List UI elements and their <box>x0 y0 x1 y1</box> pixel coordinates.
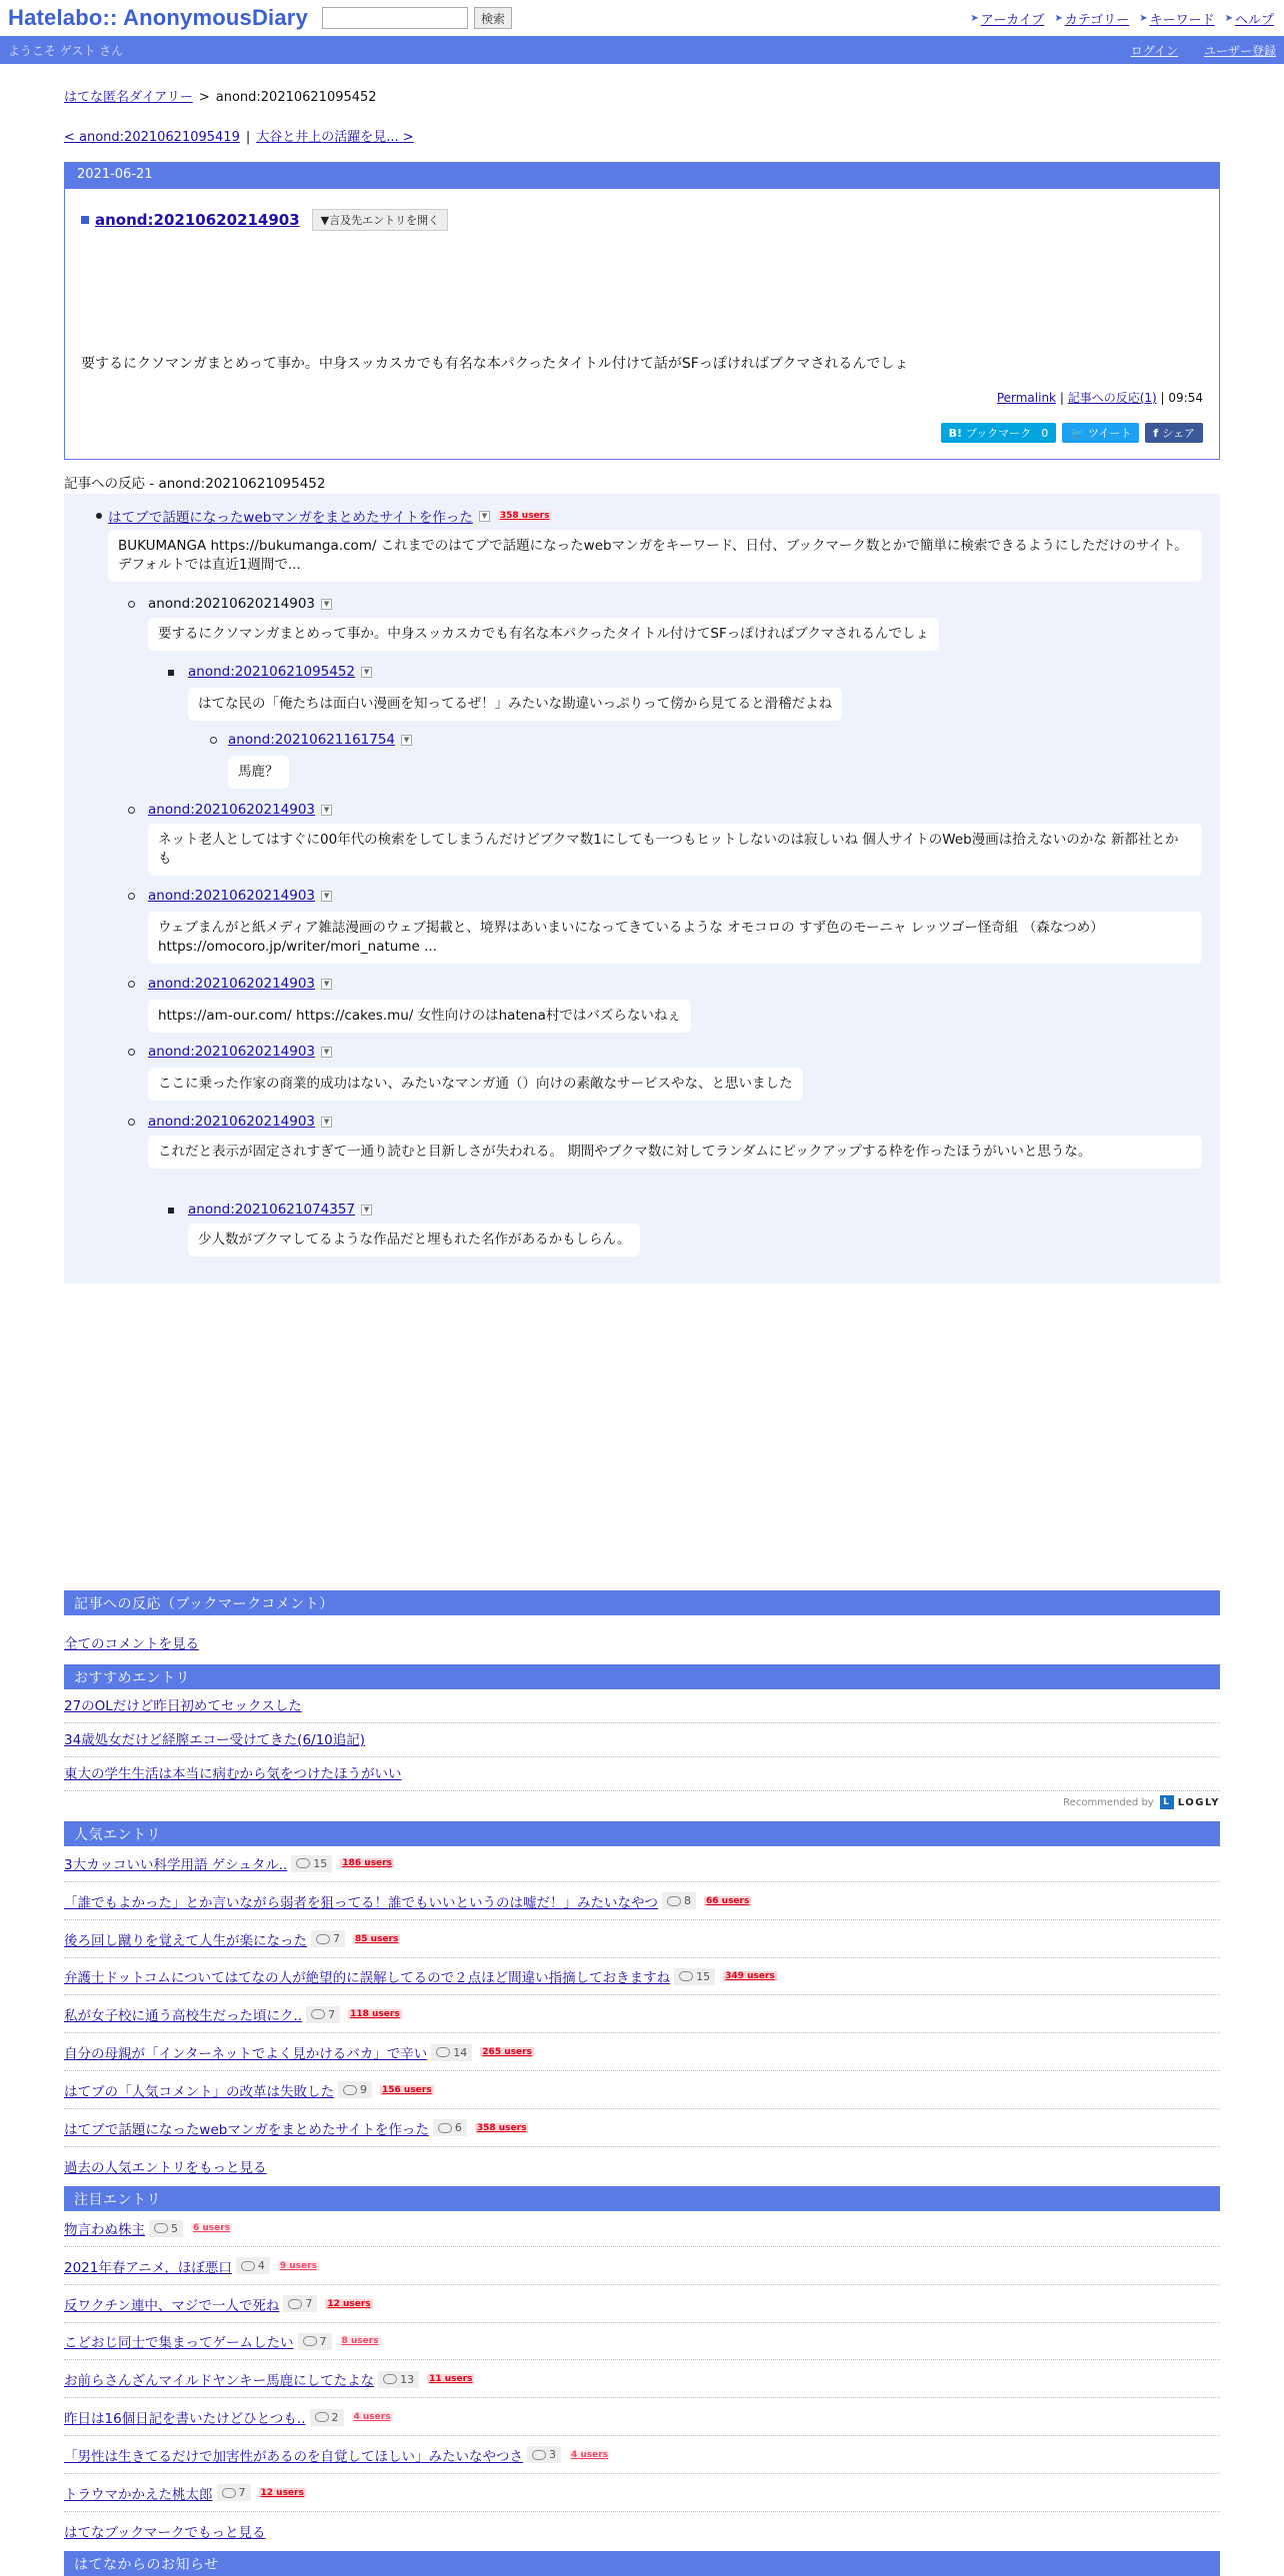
entry-link[interactable]: 物言わぬ株主 <box>64 2222 145 2238</box>
logly-logo[interactable] <box>1160 1795 1220 1809</box>
comment-bubble-icon <box>311 2009 325 2019</box>
comment-count-value: 7 <box>238 2486 246 2500</box>
logly-text: LOGLY <box>1177 1796 1220 1808</box>
arrow-icon: ➤ <box>970 13 979 24</box>
reactions-tree <box>64 494 1220 1284</box>
entry-row <box>64 2323 1220 2360</box>
prev-entry-link[interactable]: < anond:20210621095419 <box>64 130 240 145</box>
square-bullet <box>168 670 174 676</box>
comment-bubble-icon <box>315 2412 329 2422</box>
entry-row <box>64 1845 1220 1882</box>
comment-count-value: 14 <box>453 2045 468 2059</box>
breadcrumb-current: anond:20210621095452 <box>215 90 377 105</box>
breadcrumb-root[interactable]: はてな匿名ダイアリー <box>64 90 193 105</box>
welcome-text: ようこそ ゲスト さん <box>8 43 124 58</box>
comment-count-value: 3 <box>549 2448 556 2462</box>
popular-heading: 人気エントリ <box>64 1821 1220 1846</box>
reaction-bubble: 要するにクソマンガまとめって事か。中身スッカスカでも有名な本パクったタイトル付けてSFっぽければブクマされるんでしょ <box>148 618 939 651</box>
comment-count[interactable] <box>433 2119 467 2136</box>
comment-count[interactable] <box>236 2257 270 2274</box>
comment-bubble-icon <box>438 2123 452 2133</box>
chevron-down-icon[interactable]: ▼ <box>361 1205 372 1216</box>
entry-link[interactable]: 「男性は生きてるだけで加害性があるのを自覚してほしい」みたいなやつさ <box>64 2448 523 2465</box>
reaction-bubble: これだと表示が固定されすぎて一通り読むと目新しさが失われる。 期間やブクマ数に対してランダムにピックアップする枠を作ったほうがいいと思うな。 <box>148 1136 1202 1169</box>
reaction-title[interactable]: anond:20210620214903 <box>148 802 316 818</box>
circle-bullet <box>128 893 135 900</box>
all-comments-row <box>64 1623 1220 1660</box>
reaction-title[interactable]: anond:20210620214903 <box>148 1114 316 1130</box>
comment-count[interactable] <box>311 1930 345 1947</box>
reaction-title[interactable]: anond:20210620214903 <box>148 976 316 992</box>
users-badge[interactable]: 358 users <box>499 511 550 521</box>
recommended-by-label: Recommended by <box>1063 1796 1154 1808</box>
facebook-f-icon: f <box>1153 426 1159 440</box>
top-nav <box>970 9 1274 28</box>
reactions-link[interactable]: 記事への反応(1) <box>1067 391 1157 405</box>
users-badge[interactable]: 12 users <box>327 2298 371 2309</box>
tweet-label: ツイート <box>1087 427 1132 440</box>
users-badge[interactable]: 118 users <box>350 2009 400 2020</box>
reaction-title: anond:20210620214903 <box>148 596 316 612</box>
comment-count[interactable] <box>283 2295 317 2312</box>
comment-bubble-icon <box>679 1971 693 1981</box>
next-entry-link[interactable]: 大谷と井上の活躍を見... > <box>256 130 414 145</box>
circle-bullet <box>128 807 135 814</box>
users-badge[interactable]: 12 users <box>260 2487 304 2498</box>
nav-help[interactable] <box>1225 9 1274 28</box>
chevron-down-icon[interactable]: ▼ <box>361 667 372 678</box>
users-badge[interactable]: 265 users <box>482 2047 532 2057</box>
reaction-title[interactable]: anond:20210620214903 <box>148 1044 316 1060</box>
users-badge[interactable]: 186 users <box>342 1858 392 1868</box>
reaction-bubble: はてな民の「俺たちは面白い漫画を知ってるぜ！」みたいな勘違いっぷりって傍から見てると滑稽だよね <box>188 688 842 721</box>
reaction-bubble: ネット老人としてはすぐに00年代の検索をしてしまうんだけどブクマ数1にしても一つもヒットしないのは寂しいね 個人サイトのWeb漫画は拾えないのかな 新都社とかも <box>148 824 1202 876</box>
recommended-link[interactable]: 27のOLだけど昨日初めてセックスした <box>64 1698 302 1714</box>
bookmark-comments-heading: 記事への反応（ブックマークコメント） <box>64 1590 1220 1615</box>
top-header <box>0 0 1284 36</box>
nav-keyword[interactable] <box>1139 9 1214 28</box>
square-bullet <box>168 1208 174 1214</box>
entry-link[interactable]: お前らさんざんマイルドヤンキー馬鹿にしてたよな <box>64 2373 375 2390</box>
site-logo[interactable]: Hatelabo:: AnonymousDiary <box>8 5 309 30</box>
disc-bullet <box>96 513 102 519</box>
recommended-by <box>1063 1795 1220 1809</box>
comment-count[interactable] <box>306 2006 340 2023</box>
share-label: シェア <box>1162 427 1195 440</box>
reaction-bubble: ウェブまんがと紙メディア雑誌漫画のウェブ掲載と、境界はあいまいになってきているような オモコロの すず色のモーニャ レッツゴー怪奇組 （森なつめ）https://omocoro.jp/writer/mori_natume ... <box>148 912 1202 964</box>
comment-count-value: 7 <box>305 2297 313 2311</box>
reaction-bubble: https://am-our.com/ https://cakes.mu/ 女性向けのはhatena村ではバズらないねぇ <box>148 1000 691 1033</box>
prev-next-nav <box>64 126 414 145</box>
share-buttons <box>941 423 1203 443</box>
arrow-icon: ➤ <box>1054 13 1063 24</box>
register-link[interactable]: ユーザー登録 <box>1203 43 1276 58</box>
reaction-bubble: ここに乗った作家の商業的成功はない、みたいなマンガ通（）向けの素敵なサービスやな、と思いました <box>148 1068 803 1101</box>
comment-count-value: 8 <box>684 1894 691 1908</box>
nav-archive-link[interactable]: アーカイブ <box>980 13 1045 28</box>
bookmark-count: 0 <box>1041 426 1049 440</box>
chevron-down-icon[interactable]: ▼ <box>321 805 332 816</box>
users-badge[interactable]: 6 users <box>193 2223 231 2233</box>
recommended-link[interactable]: 34歳処女だけど経膣エコー受けてきた(6/10追記) <box>64 1732 366 1748</box>
entry-row <box>64 2210 1220 2247</box>
users-badge[interactable]: 66 users <box>706 1895 750 1906</box>
entry-date: 2021-06-21 <box>65 163 1219 189</box>
circle-bullet <box>128 981 135 988</box>
chevron-down-icon[interactable]: ▼ <box>321 599 332 610</box>
entry-row <box>64 1921 1220 1958</box>
chevron-down-icon[interactable]: ▼ <box>321 1117 332 1128</box>
news-heading: はてなからのお知らせ <box>64 2551 1220 2576</box>
users-badge[interactable]: 4 users <box>353 2412 391 2422</box>
reaction-title[interactable]: anond:20210621161754 <box>228 732 396 748</box>
entry-row <box>64 2399 1220 2436</box>
welcome-bar <box>0 36 1284 64</box>
entry-link[interactable]: 昨日は16個日記を書いたけどひとつも.. <box>64 2411 306 2427</box>
comment-count-value: 2 <box>331 2410 339 2424</box>
popular-more-link-row <box>64 2147 1220 2184</box>
nav-archive[interactable] <box>970 9 1044 28</box>
logly-mark-icon: L <box>1160 1795 1174 1809</box>
circle-bullet <box>128 1119 135 1126</box>
arrow-icon: ➤ <box>1224 13 1233 24</box>
entry-row <box>64 2248 1220 2285</box>
users-badge[interactable]: 4 users <box>571 2449 609 2460</box>
comment-count[interactable] <box>662 1892 696 1909</box>
users-badge[interactable]: 358 users <box>476 2122 527 2133</box>
entry-row <box>64 2475 1220 2512</box>
comment-bubble-icon <box>436 2047 450 2057</box>
comment-count-value: 15 <box>313 1856 328 1870</box>
tweet-button[interactable] <box>1062 423 1139 443</box>
nav-separator: | <box>245 130 251 145</box>
comment-count[interactable] <box>527 2446 561 2463</box>
entry-row <box>64 2286 1220 2323</box>
comment-bubble-icon <box>343 2085 357 2095</box>
comment-count-value: 5 <box>171 2221 178 2235</box>
entry-row <box>64 1883 1220 1920</box>
nav-category-link[interactable]: カテゴリー <box>1064 13 1130 28</box>
hatena-bookmark-button[interactable] <box>941 423 1057 443</box>
comment-bubble-icon <box>296 1858 310 1868</box>
entry-row <box>64 2034 1220 2071</box>
entry-day-box <box>64 162 1220 460</box>
circle-bullet <box>210 737 217 744</box>
entry-row <box>64 2437 1220 2474</box>
entry-row <box>64 2110 1220 2147</box>
facebook-share-button[interactable] <box>1145 423 1203 443</box>
notable-more-link-row <box>64 2512 1220 2549</box>
circle-bullet <box>128 1049 135 1056</box>
open-references-button[interactable]: ▼言及先エントリを開く <box>312 209 448 231</box>
chevron-down-icon[interactable]: ▼ <box>321 1047 332 1058</box>
entry-link[interactable]: 後ろ回し蹴りを覚えて人生が楽になった <box>64 1932 307 1949</box>
notable-heading: 注目エントリ <box>64 2186 1220 2211</box>
reactions-heading: 記事への反応 - anond:20210621095452 <box>64 472 1220 495</box>
search-button[interactable]: 検索 <box>474 7 512 29</box>
comment-count[interactable] <box>310 2409 344 2426</box>
comment-count-value: 15 <box>696 1969 711 1983</box>
users-badge[interactable]: 156 users <box>382 2084 432 2095</box>
comment-count-value: 7 <box>319 2334 327 2348</box>
entry-link[interactable]: はてブの「人気コメント」の改革は失敗した <box>64 2083 334 2100</box>
reaction-title[interactable]: anond:20210621095452 <box>188 664 356 680</box>
comment-bubble-icon <box>667 1896 681 1906</box>
chevron-down-icon[interactable]: ▼ <box>401 735 412 746</box>
comment-count[interactable] <box>298 2333 332 2350</box>
list-item <box>64 1686 1220 1723</box>
permalink[interactable]: Permalink <box>996 391 1057 405</box>
comment-count[interactable] <box>217 2484 251 2501</box>
reaction-bubble: 馬鹿？ <box>228 756 289 789</box>
comment-bubble-icon <box>316 1934 330 1944</box>
entry-link[interactable]: 3大カッコいい科学用語 ゲシュタル.. <box>64 1857 288 1873</box>
chevron-down-icon[interactable]: ▼ <box>321 891 332 902</box>
entry-row <box>64 2361 1220 2398</box>
entry-footer <box>997 389 1203 406</box>
comment-count-value: 9 <box>360 2083 367 2097</box>
entry-link[interactable]: 私が女子校に通う高校生だった頃にク.. <box>64 2008 303 2025</box>
comment-count[interactable] <box>674 1968 715 1985</box>
nav-category[interactable] <box>1054 9 1129 28</box>
comment-bubble-icon <box>154 2223 168 2233</box>
all-comments-link[interactable]: 全てのコメントを見る <box>64 1635 199 1652</box>
users-badge[interactable]: 8 users <box>341 2336 379 2347</box>
login-link[interactable]: ログイン <box>1130 43 1179 58</box>
breadcrumb-sep: > <box>198 90 210 105</box>
entry-link[interactable]: 反ワクチン連中、マジで一人で死ね <box>64 2297 280 2314</box>
bookmark-label: ブックマーク <box>966 427 1032 440</box>
reaction-title[interactable]: はてブで話題になったwebマンガをまとめたサイトを作った <box>108 510 473 526</box>
comment-count[interactable] <box>378 2371 419 2388</box>
reaction-bubble: BUKUMANGA https://bukumanga.com/ これまでのはてブで話題になったwebマンガをキーワード、日付、ブックマーク数とかで簡単に検索できるようにしただけのサイト。 デフォルトでは直近1週間で... <box>108 530 1202 582</box>
breadcrumb <box>64 86 377 105</box>
comment-count-value: 13 <box>400 2372 415 2386</box>
chevron-down-icon[interactable]: ▼ <box>479 511 490 522</box>
entry-body: 要するにクソマンガまとめって事か。中身スッカスカでも有名な本パクったタイトル付けて話がSFっぽければブクマされるんでしょ <box>81 356 909 372</box>
comment-count-value: 6 <box>454 2121 462 2135</box>
entry-link[interactable]: こどおじ同士で集まってゲームしたい <box>64 2335 294 2352</box>
comment-bubble-icon <box>303 2336 317 2346</box>
chevron-down-icon[interactable]: ▼ <box>321 979 332 990</box>
entry-link[interactable]: 「誰でもよかった」とか言いながら弱者を狙ってる！誰でもいいというのは嘘だ！」みたいなやつ <box>64 1894 658 1911</box>
nav-keyword-link[interactable]: キーワード <box>1149 13 1215 28</box>
list-item <box>64 1720 1220 1757</box>
popular-more-link[interactable]: 過去の人気エントリをもっと見る <box>64 2159 267 2176</box>
arrow-icon: ➤ <box>1139 13 1148 24</box>
comment-count-value: 7 <box>333 1932 340 1946</box>
entry-link[interactable]: はてブで話題になったwebマンガをまとめたサイトを作った <box>64 2121 429 2138</box>
users-badge[interactable]: 11 users <box>429 2374 473 2385</box>
users-badge[interactable]: 85 users <box>355 1933 399 1944</box>
reaction-title[interactable]: anond:20210621074357 <box>188 1202 356 1218</box>
comment-bubble-icon <box>222 2488 236 2498</box>
entry-title-row <box>81 209 448 231</box>
comment-bubble-icon <box>241 2261 255 2271</box>
circle-bullet <box>128 601 135 608</box>
entry-link[interactable]: 弁護士ドットコムについてはてなの人が絶望的に誤解してるので２点ほど間違い指摘しておきますね <box>64 1970 671 1987</box>
entry-row <box>64 1996 1220 2033</box>
footer-sep: | <box>1059 391 1064 405</box>
users-badge[interactable]: 9 users <box>279 2260 317 2271</box>
nav-help-link[interactable]: ヘルプ <box>1234 13 1274 28</box>
twitter-bird-icon: 🐦 <box>1070 426 1084 440</box>
reaction-bubble: 少人数がブクマしてるような作品だと埋もれた名作があるかもしらん。 <box>188 1224 640 1257</box>
entry-row <box>64 2072 1220 2109</box>
notable-more-link[interactable]: はてなブックマークでもっと見る <box>64 2524 266 2541</box>
comment-count[interactable] <box>291 1855 332 1872</box>
entry-link[interactable]: 2021年春アニメ，ほぼ悪口 <box>64 2259 232 2276</box>
entry-link[interactable]: トラウマかかえた桃太郎 <box>64 2486 213 2503</box>
entry-title[interactable]: anond:20210620214903 <box>95 211 300 229</box>
comment-count-value: 4 <box>257 2259 265 2273</box>
comment-count[interactable] <box>149 2220 183 2237</box>
comment-count[interactable] <box>338 2081 372 2098</box>
reaction-title[interactable]: anond:20210620214903 <box>148 888 316 904</box>
comment-bubble-icon <box>383 2374 397 2384</box>
comment-bubble-icon <box>532 2450 546 2460</box>
comment-bubble-icon <box>288 2299 302 2309</box>
recommended-heading: おすすめエントリ <box>64 1664 1220 1689</box>
square-bullet-icon <box>81 216 89 224</box>
hatena-b-icon: B! <box>948 426 963 440</box>
comment-count[interactable] <box>431 2044 472 2061</box>
recommended-link[interactable]: 東大の学生生活は本当に病むから気をつけたほうがいい <box>64 1766 402 1782</box>
comment-count-value: 7 <box>328 2007 336 2021</box>
search-input[interactable] <box>322 7 468 29</box>
list-item <box>64 1754 1220 1791</box>
users-badge[interactable]: 349 users <box>725 1971 775 1982</box>
entry-row <box>64 1958 1220 1995</box>
entry-time: | 09:54 <box>1160 391 1203 405</box>
entry-link[interactable]: 自分の母親が「インターネットでよく見かけるバカ」で辛い <box>64 2046 428 2062</box>
